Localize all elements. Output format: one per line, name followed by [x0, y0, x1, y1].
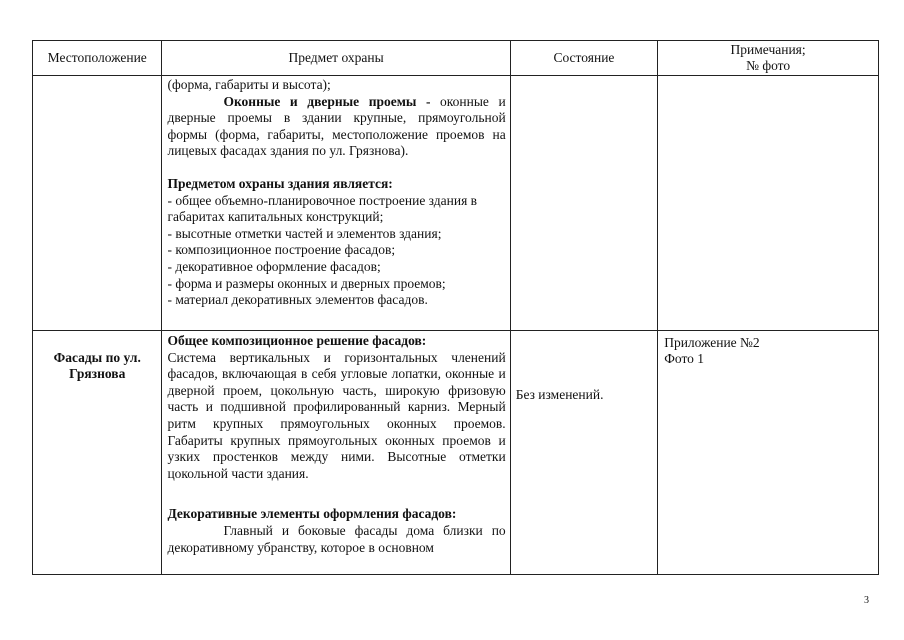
row2-subject-cell — [162, 331, 510, 575]
row2-note-line1: Приложение №2 — [664, 335, 760, 350]
row2-state: Без изменений. — [515, 387, 604, 402]
row1-location-cell — [33, 76, 162, 331]
row2-location: Фасады по ул. Грязнова — [53, 350, 141, 381]
row1-windows-text: оконные и дверные проемы в здании крупные, прямоугольной формы (форма, габариты, местоположение проемов на лицевых фасадах здания по ул. Грязнова). — [167, 93, 506, 159]
row2-composition-title: Общее композиционное решение фасадов: — [167, 333, 427, 348]
list-item: - общее объемно-планировочное построение здания в габаритах капитальных конструкций; — [167, 192, 478, 225]
header-notes — [658, 41, 879, 76]
row1-windows-paragraph — [167, 94, 505, 160]
row1-notes-cell — [658, 76, 879, 331]
row2-state-cell — [510, 331, 658, 575]
row2-composition-text: Система вертикальных и горизонтальных членений фасадов, включающая в себя угловые лопатки, оконные и дверной проем, цокольную часть, широкую фризовую часть и подшивной профилированный карниз. Мерный ритм крупных прямоугольных оконных проемов. Габариты крупных прямоугольных оконных проемов и узких простенков между ними. Высотные отметки цокольной части здания. — [167, 349, 506, 481]
list-item: - высотные отметки частей и элементов здания; — [167, 225, 442, 241]
row2-decor-title: Декоративные элементы оформления фасадов: — [167, 506, 457, 522]
row2-location-cell — [33, 331, 162, 575]
table-row — [33, 76, 879, 331]
list-item: - композиционное построение фасадов; — [167, 242, 396, 258]
list-item: - материал декоративных элементов фасадов. — [167, 292, 428, 308]
header-location: Местоположение — [33, 41, 162, 76]
table-header-row — [33, 41, 879, 76]
header-subject: Предмет охраны — [162, 41, 510, 76]
row2-note-line2: Фото 1 — [664, 351, 705, 366]
row1-windows-title: Оконные и дверные проемы - — [223, 93, 431, 109]
table-row — [33, 331, 879, 575]
row2-notes-cell — [658, 331, 879, 575]
row1-subject-cell — [162, 76, 510, 331]
row2-decor-text: Главный и боковые фасады дома близки по декоративному убранству, которое в основном — [167, 522, 506, 555]
protection-table — [32, 40, 879, 575]
row1-protection-title: Предметом охраны здания является: — [167, 175, 393, 191]
row1-continuation: (форма, габариты и высота); — [167, 77, 331, 92]
header-notes-line1: Примечания; — [730, 42, 806, 57]
page-number: 3 — [864, 595, 869, 606]
header-notes-line2: № фото — [746, 58, 791, 73]
list-item: - декоративное оформление фасадов; — [167, 258, 381, 274]
row1-state-cell — [510, 76, 658, 331]
list-item: - форма и размеры оконных и дверных проемов; — [167, 275, 446, 291]
header-state: Состояние — [510, 41, 658, 76]
